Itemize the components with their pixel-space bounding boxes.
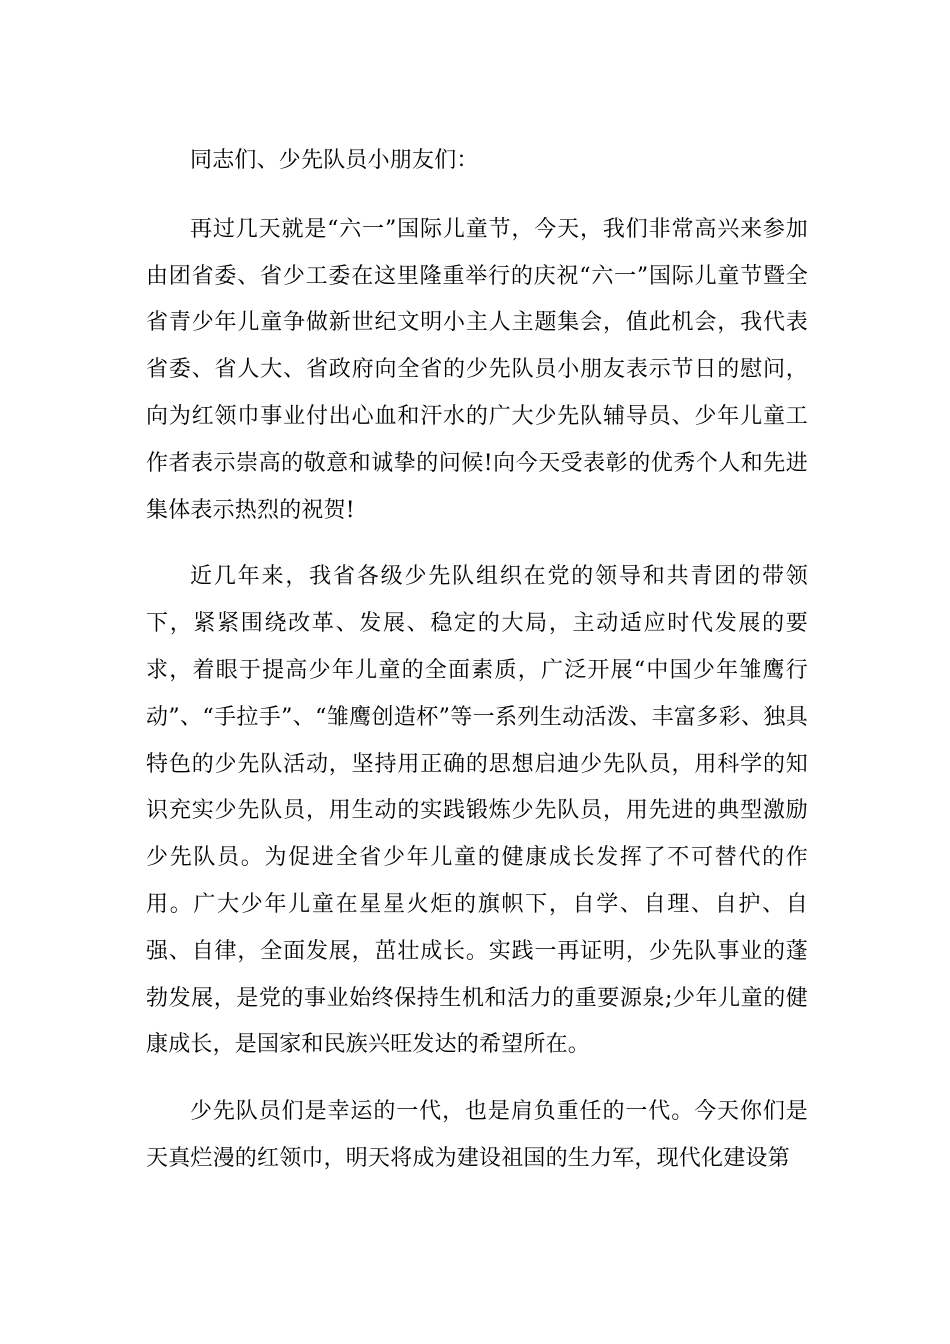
salutation: 同志们、少先队员小朋友们： xyxy=(190,148,479,173)
document-body xyxy=(146,138,808,1183)
paragraph-1: 再过几天就是“六一”国际儿童节，今天，我们非常高兴来参加由团省委、省少工委在这里隆重举行的庆祝“六一”国际儿童节暨全省青少年儿童争做新世纪文明小主人主题集会，值此机会，我代表省委、省人大、省政府向全省的少先队员小朋友表示节日的慰问，向为红领巾事业付出心血和汗水的广大少先队辅导员、少年儿童工作者表示崇高的敬意和诚挚的问候!向今天受表彰的优秀个人和先进集体表示热烈的祝贺! xyxy=(146,216,808,523)
paragraph-3: 少先队员们是幸运的一代，也是肩负重任的一代。今天你们是天真烂漫的红领巾，明天将成为建设祖国的生力军，现代化建设第 xyxy=(146,1099,808,1171)
paragraph-2: 近几年来，我省各级少先队组织在党的领导和共青团的带领下，紧紧围绕改革、发展、稳定的大局，主动适应时代发展的要求，着眼于提高少年儿童的全面素质，广泛开展“中国少年雏鹰行动”、“手拉手”、“雏鹰创造杯”等一系列生动活泼、丰富多彩、独具特色的少先队活动，坚持用正确的思想启迪少先队员，用科学的知识充实少先队员，用生动的实践锻炼少先队员，用先进的典型激励少先队员。为促进全省少年儿童的健康成长发挥了不可替代的作用。广大少年儿童在星星火炬的旗帜下，自学、自理、自护、自强、自律，全面发展，茁壮成长。实践一再证明，少先队事业的蓬勃发展，是党的事业始终保持生机和活力的重要源泉;少年儿童的健康成长，是国家和民族兴旺发达的希望所在。 xyxy=(146,564,808,1058)
